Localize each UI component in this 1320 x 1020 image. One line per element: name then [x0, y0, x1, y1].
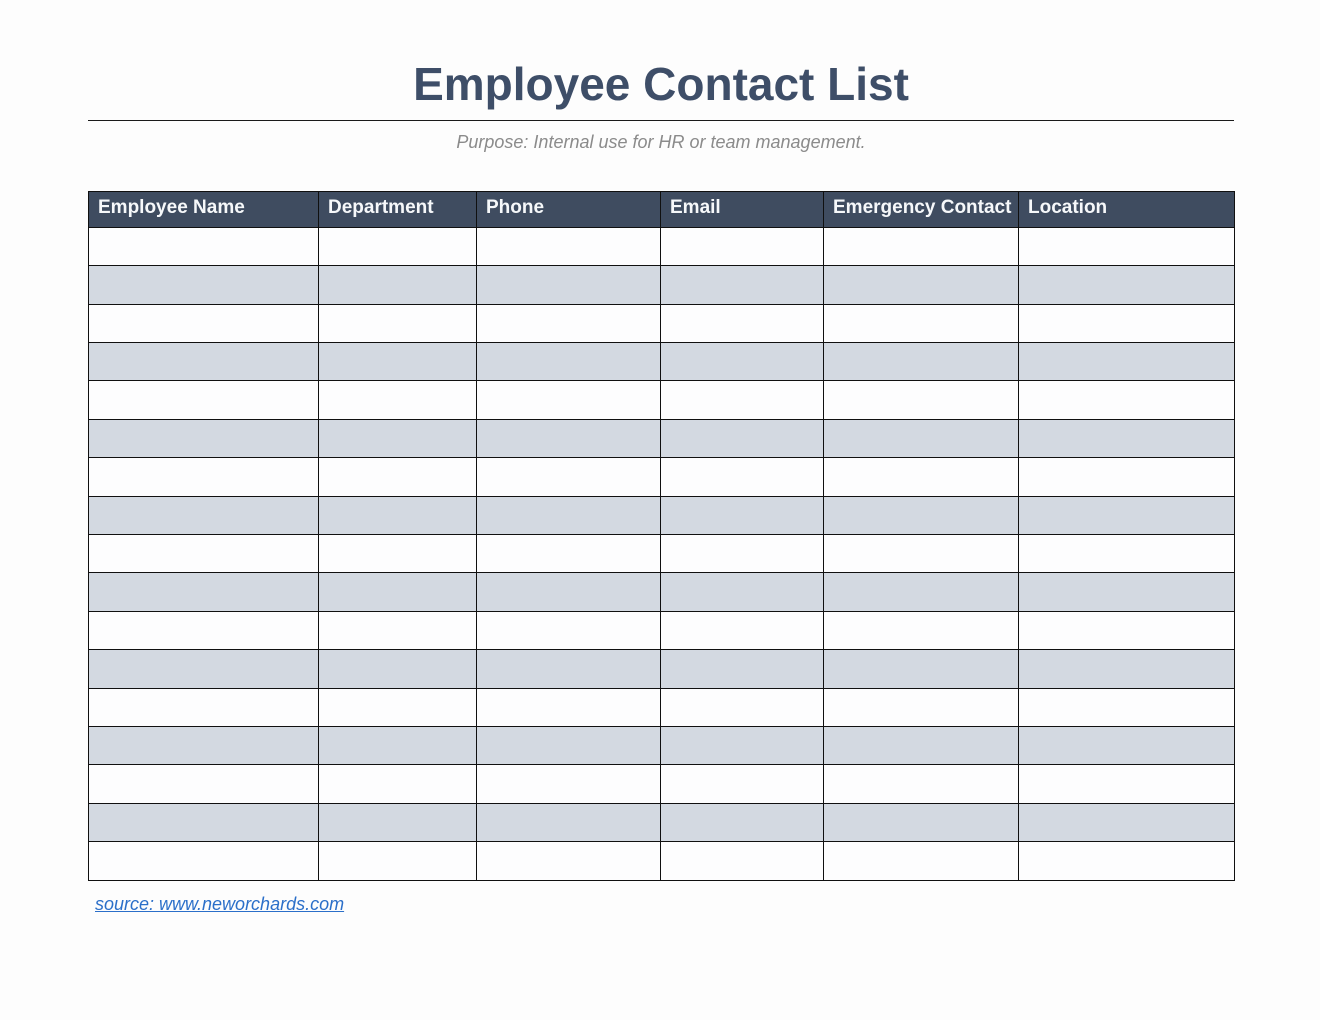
table-row — [89, 611, 1235, 649]
table-cell — [89, 573, 319, 611]
table-cell — [477, 381, 661, 419]
column-header-email: Email — [661, 191, 824, 227]
table-cell — [89, 650, 319, 688]
table-cell — [89, 458, 319, 496]
table-cell — [477, 458, 661, 496]
table-cell — [661, 496, 824, 534]
table-cell — [319, 227, 477, 265]
table-cell — [1019, 573, 1235, 611]
title-divider — [88, 120, 1234, 121]
table-cell — [89, 803, 319, 841]
table-cell — [319, 419, 477, 457]
table-cell — [661, 458, 824, 496]
column-header-phone: Phone — [477, 191, 661, 227]
table-cell — [477, 803, 661, 841]
table-cell — [661, 726, 824, 764]
table-cell — [824, 535, 1019, 573]
table-cell — [1019, 688, 1235, 726]
table-cell — [319, 266, 477, 304]
table-cell — [824, 765, 1019, 803]
table-cell — [1019, 726, 1235, 764]
table-cell — [1019, 496, 1235, 534]
table-cell — [1019, 765, 1235, 803]
table-cell — [319, 726, 477, 764]
table-cell — [319, 611, 477, 649]
table-cell — [824, 611, 1019, 649]
table-row — [89, 688, 1235, 726]
table-cell — [89, 419, 319, 457]
table-row — [89, 381, 1235, 419]
table-row — [89, 573, 1235, 611]
table-cell — [661, 343, 824, 381]
table-cell — [1019, 227, 1235, 265]
table-cell — [824, 343, 1019, 381]
table-cell — [477, 842, 661, 880]
table-row — [89, 227, 1235, 265]
document-page — [88, 0, 1234, 915]
table-cell — [824, 266, 1019, 304]
table-cell — [661, 765, 824, 803]
table-cell — [319, 650, 477, 688]
source-link[interactable]: source: www.neworchards.com — [95, 893, 345, 914]
table-cell — [477, 266, 661, 304]
table-cell — [319, 304, 477, 342]
table-cell — [661, 381, 824, 419]
purpose-subtitle: Purpose: Internal use for HR or team management. — [456, 131, 866, 152]
employee-contact-table — [88, 191, 1235, 881]
table-cell — [824, 650, 1019, 688]
table-cell — [477, 688, 661, 726]
table-cell — [824, 227, 1019, 265]
column-header-emergency-contact: Emergency Contact — [824, 191, 1019, 227]
table-cell — [661, 842, 824, 880]
table-cell — [477, 611, 661, 649]
table-cell — [89, 765, 319, 803]
table-row — [89, 304, 1235, 342]
table-cell — [319, 765, 477, 803]
table-cell — [661, 803, 824, 841]
table-cell — [319, 458, 477, 496]
table-row — [89, 266, 1235, 304]
table-cell — [319, 343, 477, 381]
table-cell — [319, 803, 477, 841]
table-cell — [824, 726, 1019, 764]
table-cell — [661, 573, 824, 611]
table-cell — [1019, 266, 1235, 304]
table-header-row — [89, 191, 1235, 227]
table-cell — [89, 688, 319, 726]
column-header-department: Department — [319, 191, 477, 227]
table-cell — [824, 842, 1019, 880]
table-cell — [477, 726, 661, 764]
table-row — [89, 343, 1235, 381]
table-body — [89, 227, 1235, 880]
table-cell — [89, 381, 319, 419]
table-cell — [824, 381, 1019, 419]
table-row — [89, 458, 1235, 496]
table-cell — [1019, 803, 1235, 841]
table-cell — [319, 381, 477, 419]
table-cell — [89, 535, 319, 573]
table-row — [89, 650, 1235, 688]
table-cell — [824, 419, 1019, 457]
table-row — [89, 842, 1235, 880]
column-header-employee-name: Employee Name — [89, 191, 319, 227]
table-cell — [824, 573, 1019, 611]
table-cell — [89, 304, 319, 342]
table-cell — [661, 266, 824, 304]
table-cell — [89, 496, 319, 534]
table-cell — [661, 304, 824, 342]
table-row — [89, 726, 1235, 764]
table-cell — [89, 611, 319, 649]
table-cell — [319, 688, 477, 726]
table-cell — [477, 304, 661, 342]
table-cell — [824, 496, 1019, 534]
table-cell — [477, 535, 661, 573]
table-cell — [89, 266, 319, 304]
page-title: Employee Contact List — [413, 58, 909, 110]
table-cell — [661, 535, 824, 573]
table-cell — [477, 343, 661, 381]
table-cell — [477, 573, 661, 611]
table-row — [89, 803, 1235, 841]
table-cell — [661, 419, 824, 457]
table-cell — [477, 496, 661, 534]
table-cell — [477, 765, 661, 803]
table-row — [89, 765, 1235, 803]
table-cell — [1019, 611, 1235, 649]
table-cell — [477, 419, 661, 457]
table-cell — [319, 496, 477, 534]
table-row — [89, 419, 1235, 457]
table-cell — [477, 650, 661, 688]
table-cell — [824, 458, 1019, 496]
table-cell — [319, 842, 477, 880]
table-cell — [824, 688, 1019, 726]
table-cell — [661, 611, 824, 649]
table-cell — [1019, 535, 1235, 573]
table-cell — [319, 535, 477, 573]
table-cell — [661, 650, 824, 688]
table-cell — [1019, 650, 1235, 688]
table-cell — [661, 688, 824, 726]
table-cell — [824, 304, 1019, 342]
table-cell — [1019, 842, 1235, 880]
column-header-location: Location — [1019, 191, 1235, 227]
table-row — [89, 535, 1235, 573]
table-cell — [89, 842, 319, 880]
table-cell — [89, 227, 319, 265]
table-cell — [1019, 381, 1235, 419]
table-cell — [477, 227, 661, 265]
table-row — [89, 496, 1235, 534]
table-cell — [1019, 343, 1235, 381]
table-cell — [824, 803, 1019, 841]
table-cell — [1019, 419, 1235, 457]
table-cell — [319, 573, 477, 611]
table-cell — [89, 726, 319, 764]
table-cell — [1019, 304, 1235, 342]
table-cell — [1019, 458, 1235, 496]
table-cell — [89, 343, 319, 381]
table-cell — [661, 227, 824, 265]
